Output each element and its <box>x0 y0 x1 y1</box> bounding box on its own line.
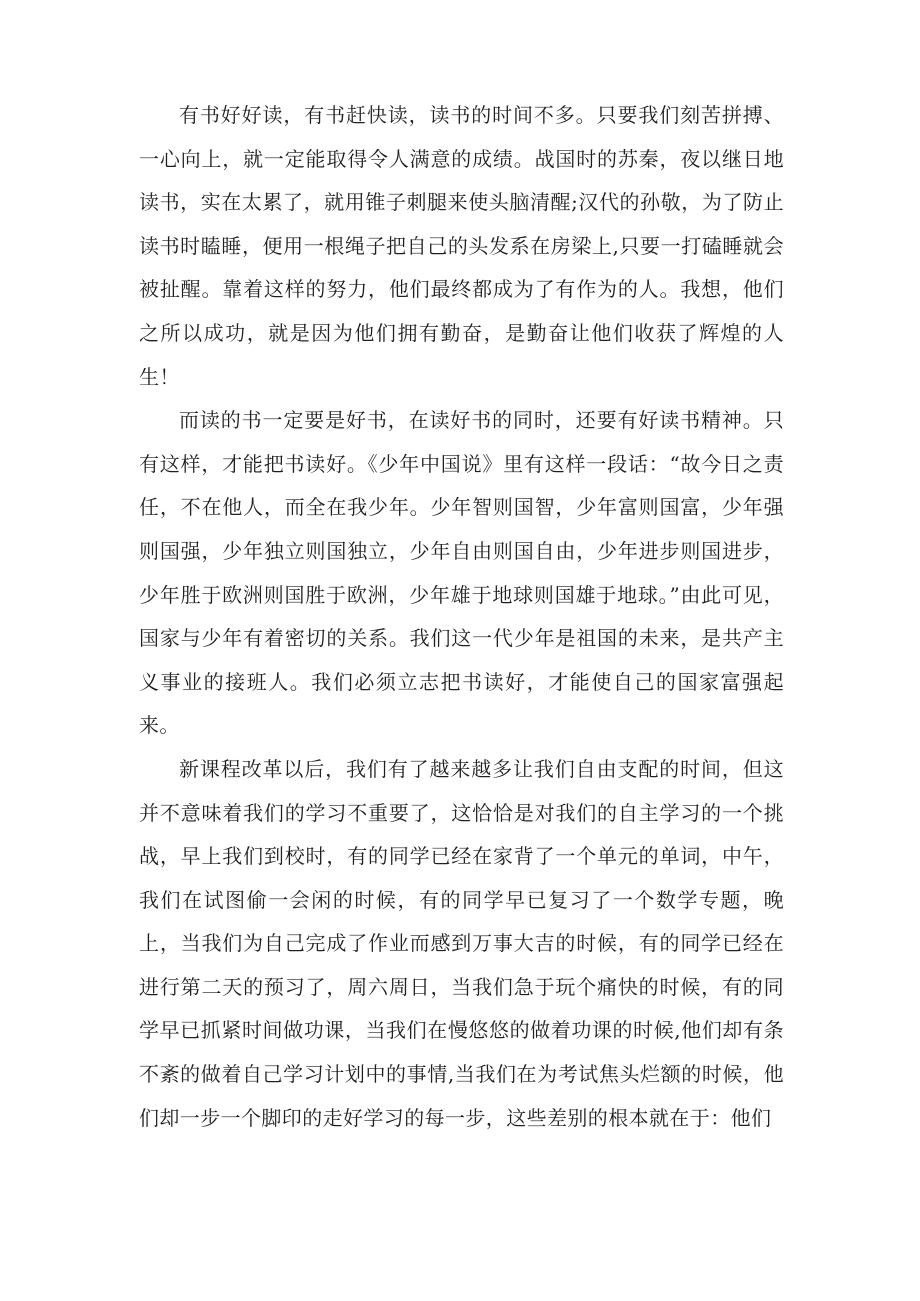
paragraph-1: 有书好好读，有书赶快读，读书的时间不多。只要我们刻苦拼搏、一心向上，就一定能取得令人满意的成绩。战国时的苏秦，夜以继日地读书，实在太累了，就用锥子刺腿来使头脑清醒;汉代的孙敬，为了防止读书时瞌睡，便用一根绳子把自己的头发系在房梁上,只要一打磕睡就会被扯醒。靠着这样的努力，他们最终都成为了有作为的人。我想，他们之所以成功，就是因为他们拥有勤奋，是勤奋让他们收获了辉煌的人生！ <box>139 103 784 389</box>
paragraph-2: 而读的书一定要是好书，在读好书的同时，还要有好读书精神。只有这样，才能把书读好。《少年中国说》里有这样一段话：“故今日之责任，不在他人，而全在我少年。少年智则国智，少年富则国富，少年强则国强，少年独立则国独立，少年自由则国自由，少年进步则国进步，少年胜于欧洲则国胜于欧洲，少年雄于地球则国雄于地球。”由此可见，国家与少年有着密切的关系。我们这一代少年是祖国的未来，是共产主义事业的接班人。我们必须立志把书读好，才能使自己的国家富强起来。 <box>139 408 784 738</box>
paragraph-3: 新课程改革以后，我们有了越来越多让我们自由支配的时间，但这并不意味着我们的学习不重要了，这恰恰是对我们的自主学习的一个挑战，早上我们到校时，有的同学已经在家背了一个单元的单词，中午，我们在试图偷一会闲的时候，有的同学早已复习了一个数学专题，晚上，当我们为自己完成了作业而感到万事大吉的时候，有的同学已经在进行第二天的预习了，周六周日，当我们急于玩个痛快的时候，有的同学早已抓紧时间做功课，当我们在慢悠悠的做着功课的时候,他们却有条不紊的做着自己学习计划中的事情,当我们在为考试焦头烂额的时候，他们却一步一个脚印的走好学习的每一步，这些差别的根本就在于：他们 <box>139 756 784 1130</box>
document-body <box>139 94 784 1140</box>
